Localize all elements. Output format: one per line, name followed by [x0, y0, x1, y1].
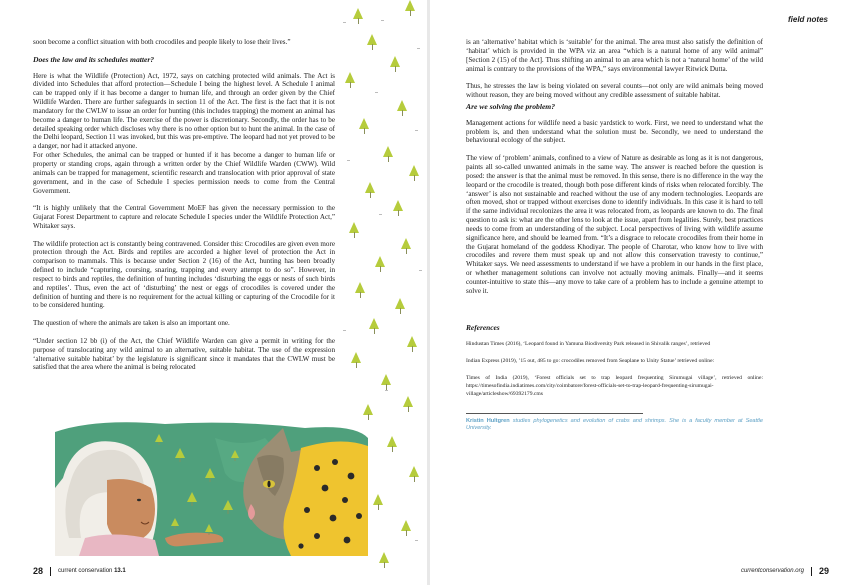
paragraph-section-12: “Under section 12 bb (i) of the Act, the Chief Wildlife Warden can give a permit in writing for the purpose of translocating any wild animal to an alternative, suitable habitat. The use of the expression ‘alternative suitable habitat’ by the legislature is significant since it mandates that the CWLW must be satisfied that the area where the animal is being relocated — [33, 336, 335, 372]
paragraph-question: The question of where the animals are taken is also an important one. — [33, 319, 230, 328]
page-number-right: 29 — [818, 566, 829, 576]
reference-item: Times of India (2019), ‘Forest officials set to trap leopard frequenting Sirumugai village’, retrieved online: https://timesofindia.indiatimes.com/city/coimbatore/forest-officials-set-to-trap-leopard-frequenting-sirumugai-village/articleshow/69392179.cms — [466, 375, 763, 397]
page-number-left: 28 — [33, 566, 44, 576]
bio-divider — [466, 413, 643, 414]
left-column — [33, 38, 335, 381]
references-title: References — [466, 323, 500, 333]
paragraph-intro: soon become a conflict situation with both crocodiles and people likely to lose their lives.” — [33, 38, 291, 46]
paragraph-management: Management actions for wildlife need a basic yardstick to work. First, we need to understand what the problem is, and then understand what the solution must be. Secondly, we need to understand the behavioural ecology of the subject. — [466, 118, 763, 145]
reference-item: Hindustan Times (2016), ‘Leopard found in Yamuna Biodiversity Park released in Shivalik ranges’, retrieved — [466, 341, 711, 348]
right-column — [466, 38, 763, 432]
subhead-law: Does the law and its schedules matter? — [33, 54, 155, 64]
illustration-girl-leopard — [55, 418, 368, 556]
paragraph-problem-animals: The view of ‘problem’ animals, confined to a view of Nature as desirable as long as it is not dangerous, paints all so-called unwanted animals in the same way. The answer is reached before the question is posed: the answer is that the animal must be removed. In this sense, there is no difference in the way the leopard or the crocodile is treated, though both pose different kinds of risks when relocated forcibly. The ‘answer’ is also not sustainable and reached without the use of any modern technologies. Leopards are often moved, shot or trapped without exercises done to identify individuals. In this case it is hard to tell if the same individual recolonizes the area it was relocated from, as leopards are known to do. The final question to ask is: what are the other lens to look at the issue, apart from legalities. Surely, best practices needs to come from an understanding of the subject. Local perspectives of living with wildlife assume significance here, and should be learned from. “It’s a disgrace to relocate crocodiles from their home in the Gujarat homeland of the goddess Khodiyar. The people of Charotar, who know how to live with crocodiles and revere them must speak up and not allow this conservation travesty to continue,” Whitaker says. We need assessments to understand if we have a problem in our hands in the first place, or whether management solutions can involve not actually moving animals. Finally—and it seems counter-intuitive to state this—any move to take care of a problem has to include a genuine attempt to solve it. — [466, 154, 763, 295]
paragraph-contravened: The wildlife protection act is constantly being contravened. Consider this: Crocodiles are given even more protection through the Act. Birds and reptiles are accorded a higher level of protection the Act in comparison to mammals. This is because under Section 2 (16) of the Act, hunting has been broadly defined to include “capturing, coursing, snaring, trapping and every attempt to do so”. However, in respect to birds and reptiles, the definition of hunting includes ‘disturbing the eggs or nests of such birds and reptiles’. Thus, even the act of ‘disturbing’ the nest or eggs of crocodiles is covered under the definition of hunting and there is no requirement for the actual killing or capturing of the Crocodile for it to be considered hunting. — [33, 239, 335, 310]
author-bio — [466, 418, 763, 432]
footer-left — [33, 566, 126, 576]
website-link[interactable]: currentconservation.org — [740, 568, 804, 574]
paragraph-other-schedules: For other Schedules, the animal can be trapped or hunted if it has become a danger to human life or property or standing crops, again through a written order by the Chief Wildlife Warden (CWW). Wild animals can be trapped for management, scientific research and translocation with prior approval of state government, and in the case of Schedule I species permission needs to come from the Central Government. — [33, 151, 335, 195]
reference-item: Indian Express (2019), ’15 out, 485 to go: crocodiles removed from Seaplane to Unity Statue’ retrieved online: — [466, 358, 715, 365]
issue-number: 13.1 — [114, 568, 126, 574]
paragraph-habitat: is an ‘alternative’ habitat which is ‘suitable’ for the animal. The area must also satisfy the definition of ‘habitat’ which is provided in the WPA viz an area “which is a natural home of any wild animal” [Section 2 (15) of the Act]. Thus shifting an animal to an area which is not a ‘natural home’ of the wild animal is contrary to the provisions of the WPA,” says environmental lawyer Ritwick Dutta. — [466, 38, 763, 73]
paragraph-whitaker-quote: “It is highly unlikely that the Central Government MoEF has given the necessary permission to the Gujarat Forest Department to capture and relocate Schedule I species under the Wildlife Protection Act,” Whitaker says. — [33, 204, 335, 230]
magazine-name: current conservation — [58, 568, 113, 574]
author-description: studies phylogenetics and evolution of crabs and shrimps. She is a faculty member at Seattle University. — [466, 417, 763, 432]
footer-divider — [50, 567, 51, 576]
footer-divider — [811, 567, 812, 576]
section-label: field notes — [787, 15, 828, 24]
subhead-solving: Are we solving the problem? — [466, 101, 556, 111]
paragraph-violated: Thus, he stresses the law is being violated on several counts—not only are wild animals being moved without reason, they are being moved without any credible assessment of suitable habitat. — [466, 82, 763, 100]
paragraph-wpa: Here is what the Wildlife (Protection) Act, 1972, says on catching protected wild animals. The Act is divided into Schedules that afford protection—Schedule I being the highest level. A Schedule I animal can be trapped only if it has become a danger to human life, and through an order given by the Chief Wildlife Warden. There are further safeguards in section 11 of the Act. The first is the fact that it is not mandatory for the CWLW to issue an order for hunting (this includes trapping) the moment an animal has become a danger to human life. The exercise of the power is discretionary. Secondly, the order has to be detailed speaking order which discloses why there is no other option but to hunt the animal. In the case of the Delhi leopard, Section 11 was invoked, but this was pre-emptive. The leopard had not yet proved to be a danger, nor had it attacked anyone. — [33, 71, 335, 151]
footer-right — [741, 566, 829, 576]
author-name: Kristin Hultgren — [466, 417, 510, 424]
left-page — [0, 0, 427, 585]
